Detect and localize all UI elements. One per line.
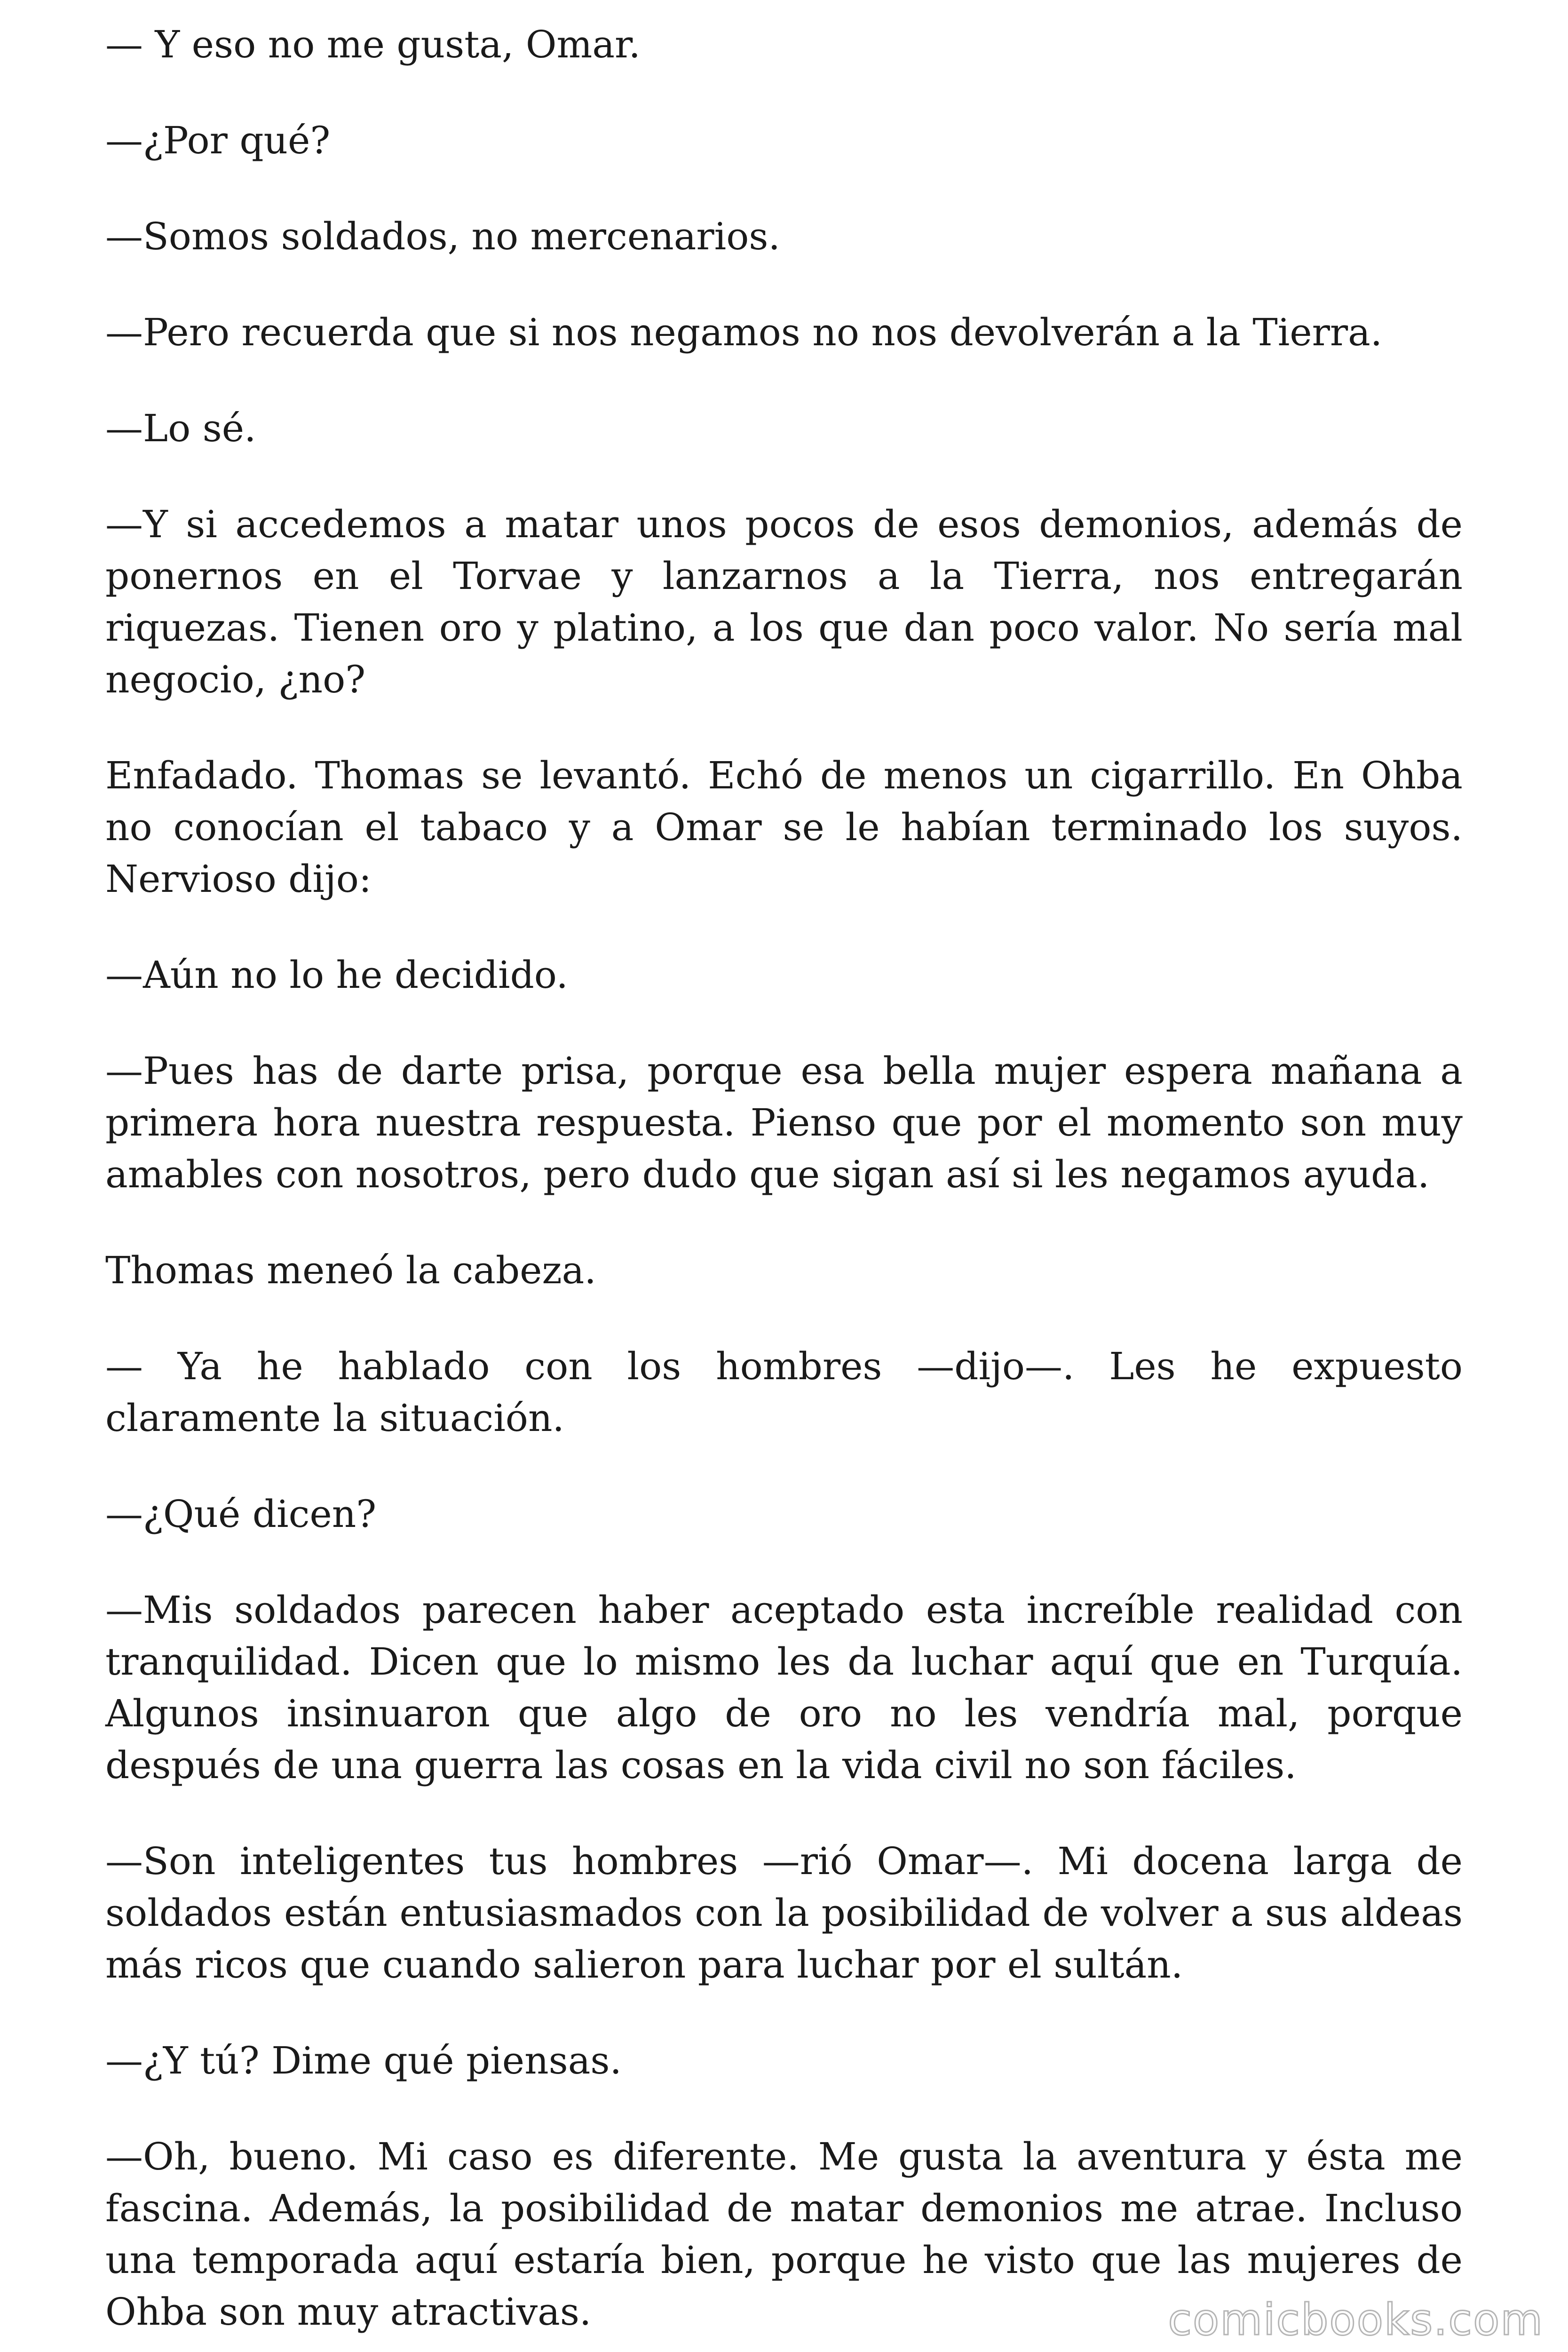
paragraph: Enfadado. Thomas se levantó. Echó de menos un cigarrillo. En Ohba no conocían el tabaco y a Omar se le habían terminado los suyos. Nervioso dijo: xyxy=(105,754,1463,901)
paragraph: —Pero recuerda que si nos negamos no nos devolverán a la Tierra. xyxy=(105,310,1383,354)
paragraph: Thomas meneó la cabeza. xyxy=(105,1248,596,1292)
paragraph: —¿Y tú? Dime qué piensas. xyxy=(105,2039,622,2082)
paragraph: — Y eso no me gusta, Omar. xyxy=(105,23,641,66)
paragraph: —Pues has de darte prisa, porque esa bella mujer espera mañana a primera hora nuestra respuesta. Pienso que por el momento son muy amables con nosotros, pero dudo que sigan así si les negamos ayuda. xyxy=(105,1049,1463,1196)
page-text xyxy=(105,19,1463,2352)
paragraph: —¿Qué dicen? xyxy=(105,1492,377,1536)
paragraph: —Somos soldados, no mercenarios. xyxy=(105,215,780,258)
watermark: comicbooks.com xyxy=(1168,2295,1544,2345)
paragraph: —¿Por qué? xyxy=(105,119,331,162)
paragraph: —Mis soldados parecen haber aceptado esta increíble realidad con tranquilidad. Dicen que lo mismo les da luchar aquí que en Turquía. Algunos insinuaron que algo de oro no les vendría mal, porque después de una guerra las cosas en la vida civil no son fáciles. xyxy=(105,1588,1463,1787)
paragraph: —Oh, bueno. Mi caso es diferente. Me gusta la aventura y ésta me fascina. Además, la posibilidad de matar demonios me atrae. Incluso una temporada aquí estaría bien, porque he visto que las mujeres de Ohba son muy atractivas. xyxy=(105,2135,1463,2334)
paragraph: —Son inteligentes tus hombres —rió Omar—. Mi docena larga de soldados están entusiasmados con la posibilidad de volver a sus aldeas más ricos que cuando salieron para luchar por el sultán. xyxy=(105,1839,1463,1986)
paragraph: —Lo sé. xyxy=(105,406,256,450)
paragraph: — Ya he hablado con los hombres —dijo—. Les he expuesto claramente la situación. xyxy=(105,1344,1463,1440)
paragraph: —Y si accedemos a matar unos pocos de esos demonios, además de ponernos en el Torvae y lanzarnos a la Tierra, nos entregarán riquezas. Tienen oro y platino, a los que dan poco valor. No sería mal negocio, ¿no? xyxy=(105,502,1463,701)
paragraph: —Aún no lo he decidido. xyxy=(105,953,568,997)
